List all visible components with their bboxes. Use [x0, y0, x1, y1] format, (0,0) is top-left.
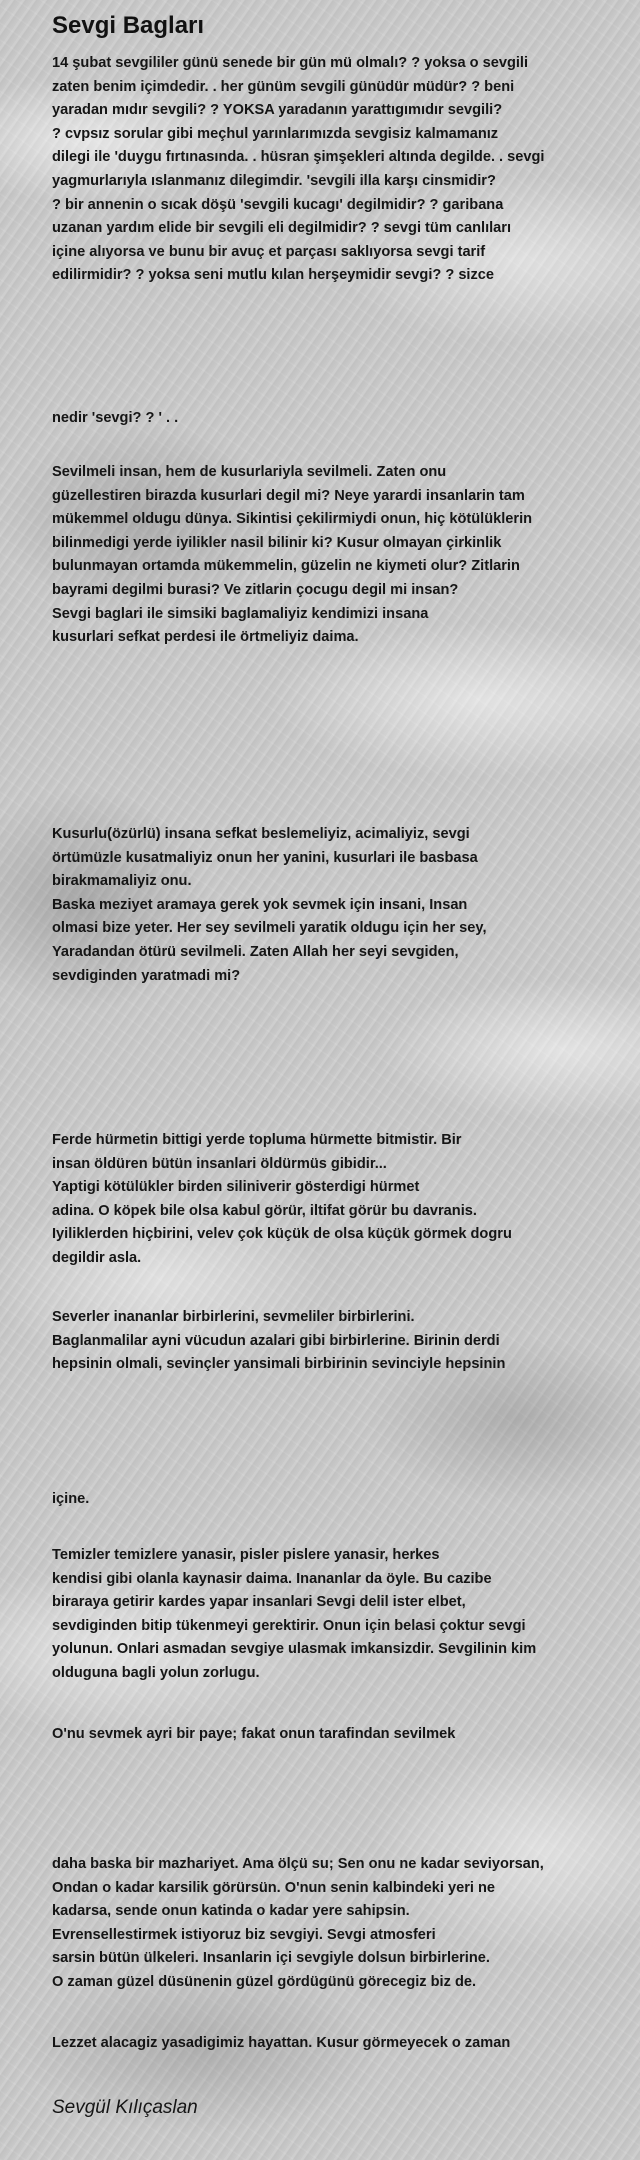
poem-paragraph: O'nu sevmek ayri bir paye; fakat onun tarafindan sevilmek	[52, 1726, 456, 1742]
poem-paragraph: Kusurlu(özürlü) insana sefkat beslemeliyiz, acimaliyiz, sevgi örtümüzle kusatmaliyiz onun her yanini, kusurlari ile basbasa birakmamaliyiz onu. Baska meziyet aramaya gerek yok sevmek için insani, Insan olmasi bize yeter. Her sey sevilmeli yaratik oldugu için her sey, Yaradandan ötürü sevilmeli. Zaten Allah her seyi sevgiden, sevdiginden yaratmadi mi?	[52, 826, 487, 984]
poem-title: Sevgi Bagları	[52, 12, 205, 39]
author-signature: Sevgül Kılıçaslan	[52, 2097, 198, 2118]
poem-paragraph: Temizler temizlere yanasir, pisler pislere yanasir, herkes kendisi gibi olanla kaynasir daima. Inananlar da öyle. Bu cazibe biraraya getirir kardes yapar insanlari Sevgi delil ister elbet, sevdiginden bitip tükenmeyi gerektirir. Onun için belasi çoktur sevgi yolunun. Onlari asmadan sevgiye ulasmak imkansizdir. Sevgilinin kim olduguna bagli yolun zorlugu.	[52, 1547, 537, 1681]
poem-paragraph: Severler inananlar birbirlerini, sevmeliler birbirlerini. Baglanmalilar ayni vücudun azalari gibi birbirlerine. Birinin derdi hepsinin olmali, sevinçler yansimali birbirinin sevinciyle hepsinin	[52, 1309, 506, 1373]
poem-paragraph: Lezzet alacagiz yasadigimiz hayattan. Kusur görmeyecek o zaman	[52, 2035, 511, 2051]
poem-paragraph: 14 şubat sevgililer günü senede bir gün mü olmalı? ? yoksa o sevgili zaten benim içimdedir. . her günüm sevgili günüdür müdür? ? beni yaradan mıdır sevgili? ? YOKSA yaradanın yarattıgımıdır sevgili? ? cvpsız sorular gibi meçhul yarınlarımızda sevgisiz kalmamanız dilegi ile 'duygu fırtınasında. . hüsran şimşekleri altında degilde. . sevgi yagmurlarıyla ıslanmanız dilegimdir. 'sevgili illa karşı cinsmidir? ? bir annenin o sıcak döşü 'sevgili kucagı' degilmidir? ? garibana uzanan yardım elide bir sevgili eli degilmidir? ? sevgi tüm canlıları içine alıyorsa ve bunu bir avuç et parçası saklıyorsa sevgi tarif edilirmidir? ? yoksa seni mutlu kılan herşeymidir sevgi? ? sizce	[52, 55, 545, 284]
poem-paragraph: Ferde hürmetin bittigi yerde topluma hürmette bitmistir. Bir insan öldüren bütün insanlari öldürmüs gibidir... Yaptigi kötülükler birden siliniverir gösterdigi hürmet adina. O köpek bile olsa kabul görür, iltifat görür bu davranis. Iyiliklerden hiçbirini, velev çok küçük de olsa küçük görmek dogru degildir asla.	[52, 1132, 512, 1266]
poem-paragraph: içine.	[52, 1491, 90, 1507]
poem-paragraph: Sevilmeli insan, hem de kusurlariyla sevilmeli. Zaten onu güzellestiren birazda kusurlari degil mi? Neye yarardi insanlarin tam mükemmel oldugu dünya. Sikintisi çekilirmiydi onun, hiç kötülüklerin bilinmedigi yerde iyilikler nasil bilinir ki? Kusur olmayan çirkinlik bulunmayan ortamda mükemmelin, güzelin ne kiymeti olur? Zitlarin bayrami degilmi burasi? Ve zitlarin çocugu degil mi insan? Sevgi baglari ile simsiki baglamaliyiz kendimizi insana kusurlari sefkat perdesi ile örtmeliyiz daima.	[52, 464, 533, 646]
poem-paragraph: nedir 'sevgi? ? ' . .	[52, 410, 179, 426]
poem-paragraph: daha baska bir mazhariyet. Ama ölçü su; Sen onu ne kadar seviyorsan, Ondan o kadar karsilik görürsün. O'nun senin kalbindeki yeri ne kadarsa, sende onun katinda o kadar yere sahipsin. Evrensellestirmek istiyoruz biz sevgiyi. Sevgi atmosferi sarsin bütün ülkeleri. Insanlarin içi sevgiyle dolsun birbirlerine. O zaman güzel düsünenin güzel gördügünü görecegiz biz de.	[52, 1856, 544, 1990]
